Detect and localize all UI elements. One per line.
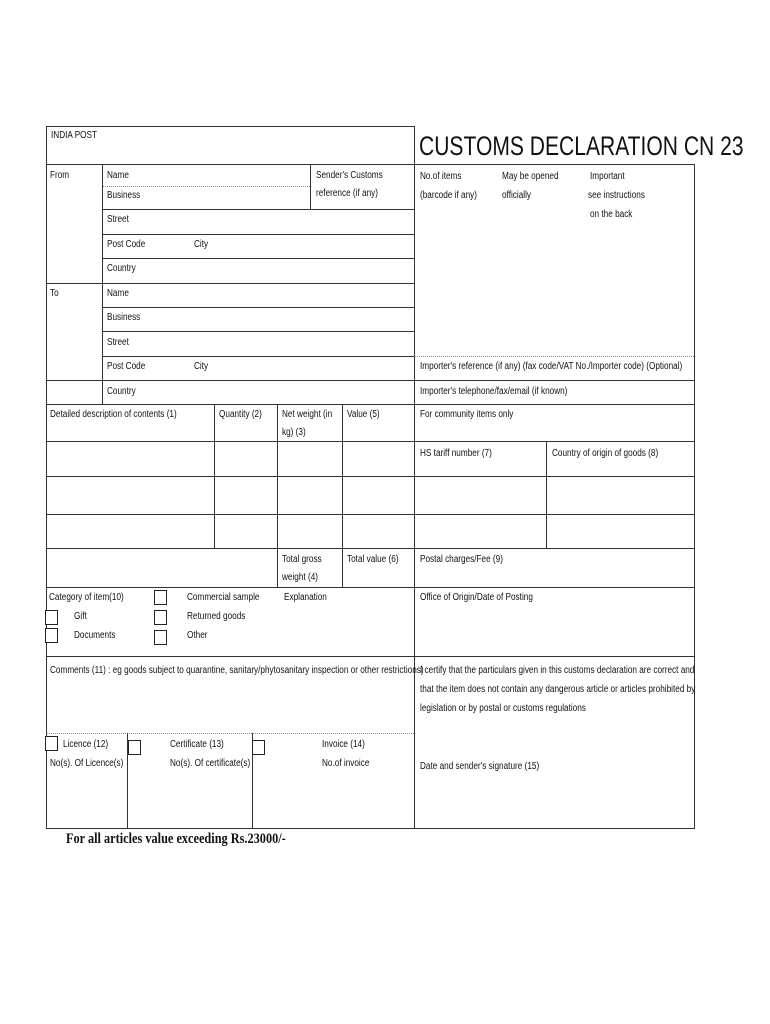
documents-checkbox[interactable]	[45, 628, 58, 643]
community-items-label: For community items only	[420, 409, 514, 420]
rule-dotted	[46, 733, 414, 734]
rule	[103, 331, 414, 332]
addressee-street-label: Street	[107, 337, 129, 348]
licence-nos-label: No(s). Of Licence(s)	[50, 758, 124, 769]
sender-customs-ref-label: Sender's Customs	[316, 170, 383, 181]
invoice-no-label: No.of invoice	[322, 758, 370, 769]
certify-text-3: legislation or by postal or customs regulations	[420, 703, 586, 714]
addressee-city-label: City	[194, 361, 209, 372]
explanation-label: Explanation	[284, 592, 327, 603]
comments-label: Comments (11) : eg goods subject to quarantine, sanitary/phytosanitary inspection or other restrictions)	[50, 665, 424, 676]
org-name: INDIA POST	[51, 130, 98, 141]
category-checkbox-unlabeled[interactable]	[154, 590, 167, 605]
rule	[46, 404, 694, 405]
from-label: From	[50, 170, 70, 181]
rule	[46, 441, 414, 442]
rule	[103, 307, 414, 308]
rule	[46, 380, 694, 381]
items-count-label-2: (barcode if any)	[420, 190, 477, 201]
sender-street-label: Street	[107, 214, 129, 225]
rule	[103, 209, 414, 210]
licence-label: Licence (12)	[63, 739, 109, 750]
rule	[103, 356, 414, 357]
country-origin-label: Country of origin of goods (8)	[552, 448, 659, 459]
rule	[414, 441, 694, 442]
addressee-country-label: Country	[107, 386, 136, 397]
center-divider	[414, 126, 415, 829]
rule-vertical	[277, 404, 278, 587]
sender-city-label: City	[194, 239, 209, 250]
category-label: Category of item(10)	[49, 592, 124, 603]
border-left	[46, 126, 47, 829]
important-label-2: see instructions	[588, 190, 645, 201]
certificate-nos-label: No(s). Of certificate(s)	[170, 758, 251, 769]
invoice-checkbox[interactable]	[252, 740, 265, 755]
addressee-name-label: Name	[107, 288, 129, 299]
documents-label: Documents	[74, 630, 116, 641]
rule-vertical	[546, 441, 547, 548]
rule	[46, 656, 694, 657]
addressee-postcode-label: Post Code	[107, 361, 146, 372]
total-gross-label-2: weight (4)	[282, 572, 319, 583]
may-be-opened-label: May be opened	[502, 171, 559, 182]
rule	[46, 548, 694, 549]
addressee-business-label: Business	[107, 312, 141, 323]
net-weight-header: Net weight (in	[282, 409, 333, 420]
quantity-header: Quantity (2)	[219, 409, 262, 420]
total-value-label: Total value (6)	[347, 554, 399, 565]
importer-contact-label: Importer's telephone/fax/email (if known)	[420, 386, 568, 397]
border-right	[694, 164, 695, 829]
important-label: Important	[590, 171, 625, 182]
rule	[103, 234, 414, 235]
certify-text-2: that the item does not contain any dangerous article or articles prohibited by	[420, 684, 696, 695]
border-top	[46, 126, 414, 127]
title-underline	[414, 164, 695, 165]
other-label: Other	[187, 630, 208, 641]
gift-label: Gift	[74, 611, 87, 622]
rule-vertical	[214, 404, 215, 548]
value-header: Value (5)	[347, 409, 380, 420]
gift-checkbox[interactable]	[45, 610, 58, 625]
rule-vertical	[310, 164, 311, 209]
sender-name-label: Name	[107, 170, 129, 181]
description-header: Detailed description of contents (1)	[50, 409, 177, 420]
rule	[46, 587, 694, 588]
sender-customs-ref-label-2: reference (if any)	[316, 188, 378, 199]
rule-dotted	[414, 356, 694, 357]
licence-checkbox[interactable]	[45, 736, 58, 751]
sender-country-label: Country	[107, 263, 136, 274]
certify-text: I certify that the particulars given in this customs declaration are correct and	[420, 665, 695, 676]
rule-dotted	[103, 186, 310, 187]
footer-note: For all articles value exceeding Rs.23000/-	[66, 831, 286, 847]
hs-tariff-label: HS tariff number (7)	[420, 448, 492, 459]
signature-label: Date and sender's signature (15)	[420, 761, 540, 772]
returned-goods-checkbox[interactable]	[154, 610, 167, 625]
certificate-checkbox[interactable]	[128, 740, 141, 755]
rule	[46, 514, 694, 515]
net-weight-header-2: kg) (3)	[282, 427, 306, 438]
rule-vertical	[342, 404, 343, 587]
total-gross-label: Total gross	[282, 554, 322, 565]
office-origin-label: Office of Origin/Date of Posting	[420, 592, 533, 603]
form-title: CUSTOMS DECLARATION CN 23	[419, 131, 744, 161]
rule	[46, 476, 694, 477]
postal-charges-label: Postal charges/Fee (9)	[420, 554, 503, 565]
sender-postcode-label: Post Code	[107, 239, 146, 250]
to-label: To	[50, 288, 59, 299]
rule	[103, 258, 414, 259]
important-label-3: on the back	[590, 209, 633, 220]
sender-business-label: Business	[107, 190, 141, 201]
items-count-label: No.of items	[420, 171, 462, 182]
commercial-sample-label: Commercial sample	[187, 592, 260, 603]
rule-vertical	[102, 164, 103, 404]
other-checkbox[interactable]	[154, 630, 167, 645]
certificate-label: Certificate (13)	[170, 739, 224, 750]
may-be-opened-label-2: officially	[502, 190, 532, 201]
invoice-label: Invoice (14)	[322, 739, 365, 750]
returned-goods-label: Returned goods	[187, 611, 246, 622]
importer-reference-label: Importer's reference (if any) (fax code/VAT No./Importer code) (Optional)	[420, 361, 683, 372]
